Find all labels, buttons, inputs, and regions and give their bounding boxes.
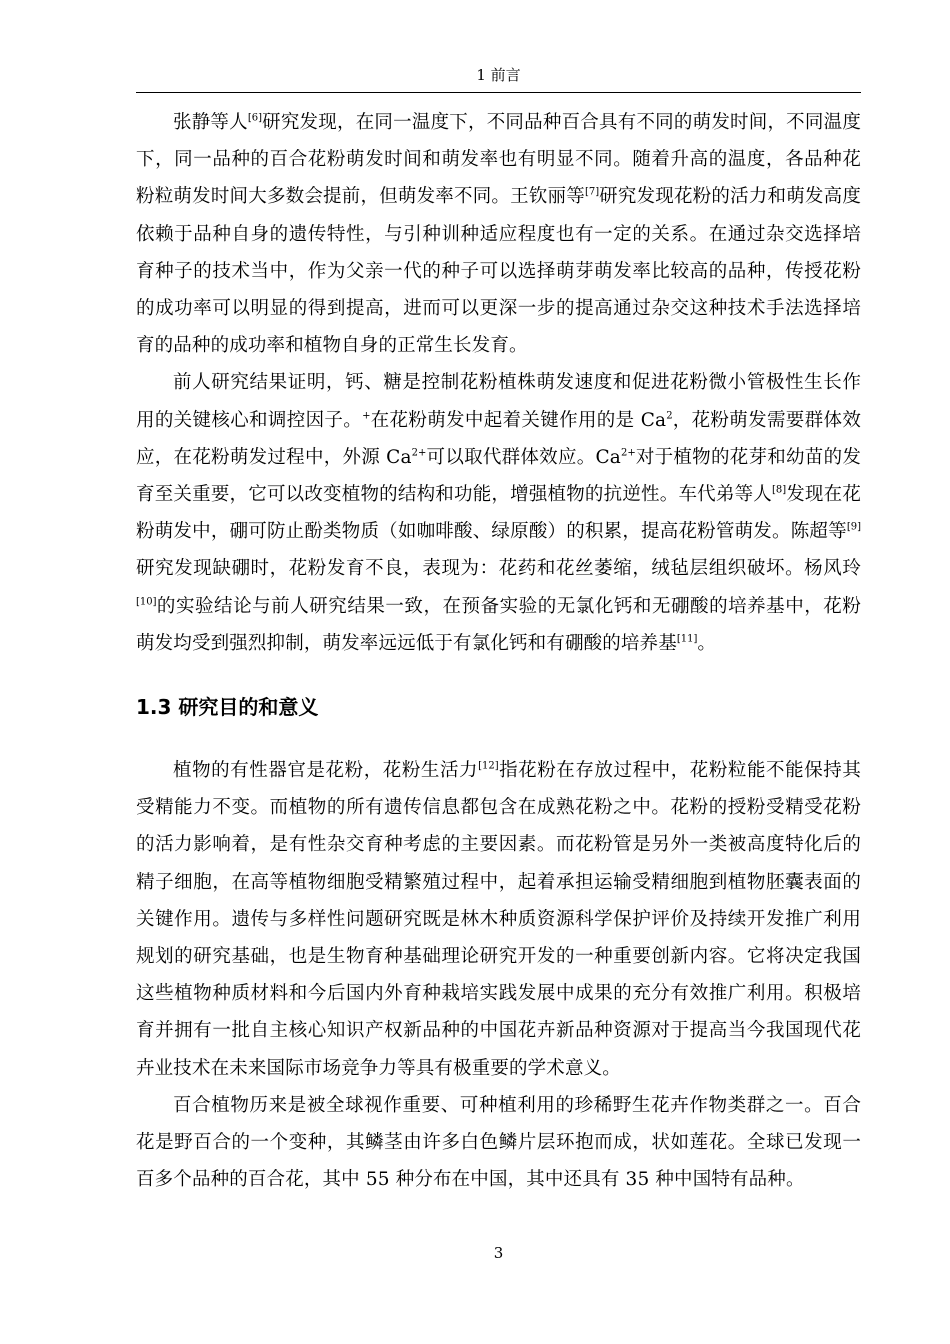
text-segment: 前人研究结果证明，钙、糖是控制花粉植株萌发速度和促进花粉微小管极性生长作用的关键核心和调控因子。 [136,372,861,431]
header-rule [136,92,861,93]
text-segment: 对于植物的花芽和幼苗的发育至关重要，它可以改变植物的结构和功能，增强植物的抗逆性。车代弟等人 [136,446,861,506]
text-segment: 指花粉在存放过程中，花粉粒能不能保持其受精能力不变。而植物的所有遗传信息都包含在成熟花粉之中。花粉的授粉受精受花粉的活力影响着，是有性杂交育种考虑的主要因素。而花粉管是另外一类被高度特化后的精子细胞，在高等植物细胞受精繁殖过程中，起着承担运输受精细胞到植物胚囊表面的关键作用。遗传与多样性问题研究既是林木种质资源科学保护评价及持续开发推广利用规划的研究基础，也是生物育种基础理论研究开发的一种重要创新内容。它将决定我国这些植物种质材料和今后国内外育种栽培实践发展中成果的充分有效推广利用。积极培育并拥有一批自主核心知识产权新品种的中国花卉新品种资源对于提高当今我国现代花卉业技术在未来国际市场竞争力等具有极重要的学术意义。 [136,760,861,1079]
text-segment: 研究发现，在同一温度下，不同品种百合具有不同的萌发时间，不同温度下，同一品种的百合花粉萌发时间和萌发率也有明显不同。随着升高的温度，各品种花粉粒萌发时间大多数会提前，但萌发率不同。王钦丽等 [136,112,861,208]
paragraph-1 [136,104,861,364]
paragraph-3 [136,752,861,1087]
page-number: 3 [493,1244,504,1262]
body-text [136,104,861,1198]
superscript: + [362,410,371,422]
citation-12: [12] [478,760,499,772]
text-segment: 研究发现花粉的活力和萌发高度依赖于品种自身的遗传特性，与引种训种适应程度也有一定的关系。在通过杂交选择培育种子的技术当中，作为父亲一代的种子可以选择萌芽萌发率比较高的品种，传授花粉的成功率可以明显的得到提高，进而可以更深一步的提高通过杂交这种技术手法选择培育的品种的成功率和植物自身的正常生长发育。 [136,186,861,357]
citation-6: [6] [247,112,263,124]
text-segment: 发现在花粉萌发中，硼可防止酚类物质（如咖啡酸、绿原酸）的积累，提高花粉管萌发。陈超等 [136,484,861,543]
text-segment: ，花粉萌发需要群体效应，在花粉萌发过程中，外源 Ca [136,409,861,468]
running-header: 1 前言 [476,66,521,84]
superscript: 2 [666,410,673,422]
text-segment: 。 [697,632,717,654]
citation-7: [7] [584,186,600,198]
text-segment: 研究发现缺硼时，花粉发育不良，表现为：花药和花丝萎缩，绒毡层组织破坏。杨风玲 [136,558,861,580]
text-segment: 的实验结论与前人研究结果一致，在预备实验的无氯化钙和无硼酸的培养基中，花粉萌发均受到强烈抑制，萌发率远远低于有氯化钙和有硼酸的培养基 [136,595,861,654]
citation-10: [10] [136,596,157,608]
text-segment: 张静等人 [173,112,248,133]
citation-11: [11] [676,633,698,645]
citation-9: [9] [846,521,861,533]
paragraph-2 [136,364,861,662]
text-segment: 可以取代群体效应。Ca [426,446,621,468]
text-segment: 植物的有性器官是花粉，花粉生活力 [173,760,479,782]
text-segment: 百合植物历来是被全球视作重要、可种植利用的珍稀野生花卉作物类群之一。百合花是野百合的一个变种，其鳞茎由许多白色鳞片层环抱而成，状如莲花。全球已发现一百多个品种的百合花，其中 55 种分布在中国，其中还具有 35 种中国特有品种。 [136,1094,861,1191]
citation-8: [8] [772,484,787,496]
paragraph-4 [136,1087,861,1199]
superscript: 2+ [620,447,636,459]
section-heading: 1.3 研究目的和意义 [136,695,319,720]
superscript: 2+ [411,447,427,459]
text-segment: 在花粉萌发中起着关键作用的是 Ca [370,409,667,431]
